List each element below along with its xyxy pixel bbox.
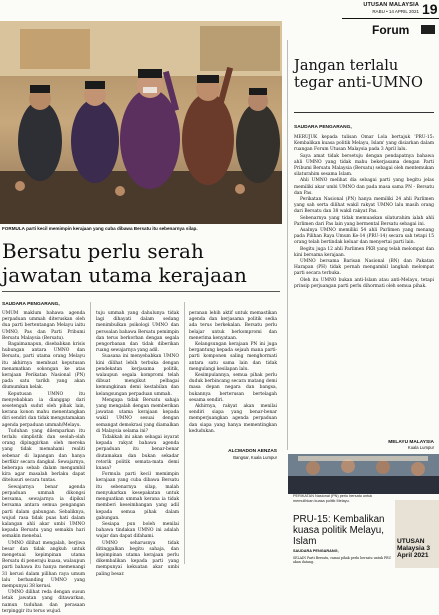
paragraph: tuju ummah yang dahulunya tidak lagi dihayati dalam sedang menimbulkan psikologi UMNO dan persoalan bahawa Bersatu pemimpin dan terus berkorban dengan segala pengorbanan dan tidak diberikan ruang sewajarnya yang adil. [96,311,179,354]
paragraph: UMUM maklum bahawa agenda perpaduan ummah diteruskan oleh dua parti bertentangan Melayu iaitu UMNO, Pas dan Parti Pribumi Bersatu Malaysia (Bersatu). [2,311,85,341]
section-title: Forum [372,23,410,37]
masthead-date: RABU • 14 APRIL 2021 [372,9,419,14]
paragraph: Asalnya UMNO memiliki 54 ahli Parlimen yang menang pada Pilihan Raya Umum Ke-14 (PRU-14) secara sah tetapi 15 orang telah bertindak keluar dan menyertai parti lain. [294,228,434,246]
paragraph: Sebenarnya yang tidak memuaskan silaturahim ialah ahli Parlimen dari Pas lain yang bermental Bersatu sebagai ini. [294,215,434,227]
spacer [189,435,277,449]
inset-text: SELAIN Parti Bersatu, ramai pihak perlu bersatu untuk PRU akan datang. [293,556,392,565]
main-signature: ALCMADON AENZAS [228,449,277,455]
right-signature-block [294,440,434,450]
inset-caption: PERIKATAN Nasional (PN) perlu bersatu untuk memulihkan kuasa politik Melayu. [293,494,373,503]
paragraph: UMNO dilihat reda dengan susun letak jawatan yang ditawarkan, namun tuduhan dan perasaan terpinggir itu terus wujud. [2,590,85,614]
paragraph: Formula parti kecil memimpin kerajaan yang cuba dibawa Bersatu itu sebenarnya silap, malah menyukarkan kesepakatan untuk menguatkan ummah kerana ia tidak memberi keseimbangan yang adil kepada semua pihak dalam gabungan. [96,472,179,521]
paragraph: Keputusan UMNO itu menyebabkan ia dianggap dari sesetengah sudut oleh pihak lain, kerana konon mahu menentangkan diri sendiri dan tidak mengutamakan agenda perpaduan ummah/Melayu. [2,391,85,428]
paragraph: UMNO bersama Barisan Nasional (BN) dan Pakatan Harapan (PH) tidak pernah mengambil langkah melompat parti secara terbuka. [294,259,434,277]
right-byline: SAUDARA PENGARANG, [294,125,352,130]
page-number: 19 [422,1,438,17]
paragraph: Sewajarnya benar agenda perpaduan ummah dikongsi bersama, sewajarnya ia dipikul bersama antara semua pengangan parti dalam gabungan. Sebaliknya, wujud rasa tidak puas hati dalam kalangan ahli akar umbi UMNO kepada Bersatu yang semakin hari semakin menebal. [2,484,85,540]
right-signature: MELAYU MALAYSIA [388,440,434,445]
paragraph: Mengapa tidak Bersatu sahaja yang mengalah dengan memberikan jawatan utama kerajaan kepada wakil UMNO sesuai dengan semangat demokrasi yang diamalkan di Malaysia selama ini? [96,397,179,434]
right-signature-location: Kuala Lumpur [407,445,434,450]
paragraph: Tidakkah ini akan sebagai isyarat kepada rakyat bahawa agenda perpaduan itu benar-benar diutamakan dan bukan sekadar retorik politik semata-mata demi kuasa? [96,435,179,472]
paragraph: peranan lebih aktif untuk memastikan agenda dan kerjasama politik sedia ada terus berkekalan. Bersatu perlu belajar untuk berkompromi dan menerima kenyataan. [189,311,277,341]
paragraph: Perikatan Nasional (PN) hanya memiliki 24 ahli Parlimen yang sah serta dilihat wakil rakyat UMNO lalu masih orang dari Bersatu dan 38 wakil rakyat Pas. [294,197,434,215]
paragraph: Akhirnya, rakyat akan menilai sendiri siapa yang benar-benar memperjuangkan agenda perpaduan dan siapa yang hanya mementingkan kedudukan. [189,404,277,434]
main-article-column-2 [96,311,179,578]
inset-brand: UTUSAN Malaysia 3 April 2021 [397,538,430,559]
right-headline: Jangan terlalu tegar anti-UMNO [294,58,423,91]
paragraph: Saya amat tidak bersetuju dengan pendapatnya bahawa ahli UMNO yang tidak mahu bekerjasama dengan Parti Pribumi Bersatu Malaysia (Bersatu) sebagai oleh mentemukan silaturahim sesama Islam. [294,153,434,178]
inset-byline: SAUDARA PENGARANG, [293,549,339,553]
inset-photo [288,454,439,494]
paragraph: Kesimpulannya, semua pihak perlu duduk berbincang secara matang demi masa depan negara dan bangsa, bukannya berterusan bertelagah sesama sendiri. [189,373,277,403]
paragraph: Kelangsungan kerajaan PN ini juga bergantung kepada sejauh mana parti-parti komponen saling menghormati antara satu sama lain dan tidak mengulangi kesilapan lalu. [189,342,277,372]
main-photo [0,21,282,224]
paragraph: MERUJUK kepada tulisan Omar Lola bertajuk 'PRU-15: Kembalikan kuasa politik Melayu, Islam' yang disiarkan dalam ruangan Forum Utusan Malaysia pada 3 April lalu. [294,135,434,153]
paragraph: Bagaimanapun, disebabkan krisis hubungan antara UMNO dan Bersatu, parti utama orang Melayu itu akhirnya membuat keputusan menamatkan sokongan ke atas kerajaan Perikatan Nasional (PN) pada satu tarikh yang akan diumumkan kelak. [2,342,85,391]
main-article-column-3 [189,311,277,461]
paragraph: Suasana ini menyebabkan UMNO kini dilihat lebih terbuka dengan pendekatan kerjasama politik, walaupun segala kompromi telah dibuat mengikut pelbagai kemungkinan demi kestabilan dan kelangsungan perpaduan ummah. [96,354,179,397]
paragraph: Tuduhan yang dilemparkan itu terlalu simplistik dan seolah-olah orang dipinggirkan oleh mereka yang tidak memahami realiti sebenar di lapangan dan hanya berfikir secara dangkal. Sewajarnya, beberapa sebab dalam mengambil kira agar masalah berlaku dapat ditelusuri secara tuntas. [2,428,85,484]
article-divider [287,40,288,450]
main-photo-caption: FORMULA parti kecil memimpin kerajaan yang cuba dibawa Bersatu itu sebenarnya silap. [2,226,198,231]
header-rule [342,18,439,19]
paragraph: Ahli UMNO melihat dia sebagai parti yang begitu jelas memiliki akar umbi UMNO dan pada masa sama PN - Bersatu dan Pas. [294,178,434,196]
paragraph: Sesiapa pun boleh menilai bahawa tindakan UMNO ini adalah wajar dan dapat difahami. [96,521,179,540]
main-byline: SAUDARA PENGARANG, [2,302,60,307]
right-headline-rule [294,112,434,113]
paragraph: Oleh itu UMNO bukan anti-Islam atau anti-Melayu, tetapi prinsip perjuangan parti perlu dihormati oleh semua pihak. [294,277,434,289]
column-divider [90,302,91,564]
column-divider [184,302,185,564]
right-article-body [294,135,434,290]
main-headline-rule [2,291,280,292]
paragraph: Begitu juga 12 ahli Parlimen PKR yang telah melompat dan kini bersama kerajaan. [294,246,434,258]
main-article-column-1 [2,311,85,615]
masthead-brand: UTUSAN MALAYSIA [363,2,419,8]
paragraph: UMNO seharusnya tidak ditinggalkan begitu sahaja, dan kepimpinan utama kerajaan perlu dikembalikan kepada parti yang mempunyai kekuatan akar umbi paling besar. [96,540,179,577]
main-signature-location: Bangsar, Kuala Lumpur [233,455,277,461]
section-marker [421,25,435,34]
inset-headline: PRU-15: Kembalikan kuasa politik Melayu, Islam [293,514,385,547]
paragraph: UMNO dilihat mengalah, berjiwa besar dan tidak angkuh untuk mengetuai kepimpinan utama Bersatu di peneraju kuasa, walaupun parti bahawa itu hanya memenangi 31 kerusi dalam pilihan raya umum lalu berbanding UMNO yang mempunyai 38 kerusi. [2,540,85,589]
inset-photo-image [288,454,439,494]
main-photo-image [0,21,282,224]
main-headline: Bersatu perlu serah jawatan utama kerajaan [2,239,247,287]
